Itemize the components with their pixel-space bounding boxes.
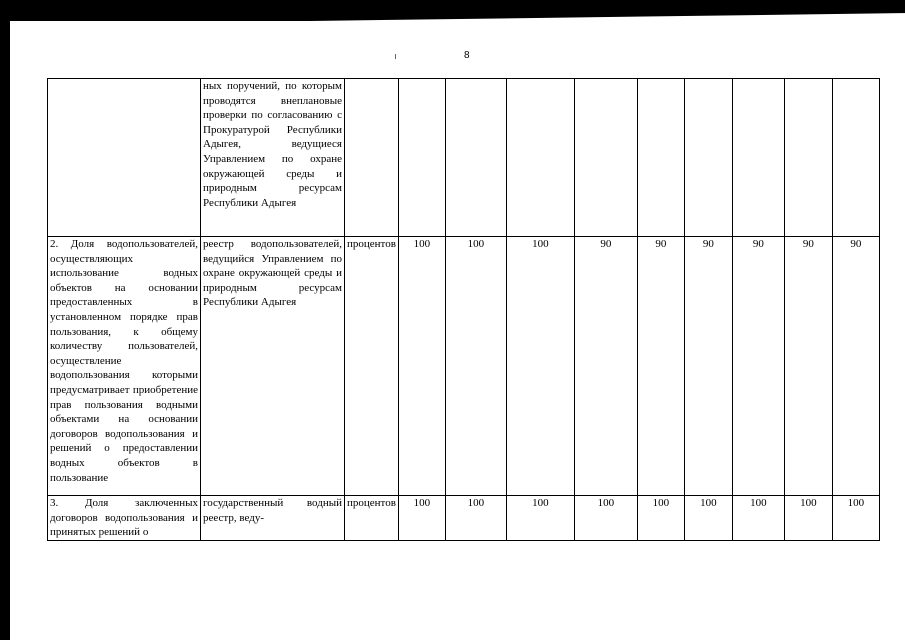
- scan-speck: [395, 54, 396, 59]
- value-cell: [398, 79, 445, 237]
- value-cell: 90: [637, 237, 684, 496]
- value-cell: 100: [784, 496, 832, 541]
- unit-cell: процентов: [345, 496, 399, 541]
- value-cell: 90: [574, 237, 637, 496]
- value-cell: 100: [832, 496, 879, 541]
- value-cell: 90: [832, 237, 879, 496]
- value-cell: 100: [684, 496, 732, 541]
- value-cell: [784, 79, 832, 237]
- value-cell: 90: [732, 237, 784, 496]
- scan-edge-shadow: [10, 13, 905, 21]
- source-cell: ных поручений, по которым проводятся внеплановые проверки по согласованию с Прокуратурой Республики Адыгея, ведущиеся Управлением по охране окружающей среды и природным ресурсам Республики Адыгея: [201, 79, 345, 237]
- value-cell: [732, 79, 784, 237]
- unit-cell: процентов: [345, 237, 399, 496]
- indicator-table: [47, 78, 880, 541]
- value-cell: [637, 79, 684, 237]
- scan-edge-left: [0, 0, 10, 640]
- value-cell: 100: [398, 237, 445, 496]
- indicator-name-cell: 2. Доля водопользователей, осуществляющих использование водных объектов на основании предоставленных в установленном порядке прав пользования, к общему количеству пользователей, осуществление водопользования которыми предусматривает приобретение прав пользования водными объектами на основании договоров водопользования и решений о предоставлении водных объектов в пользование: [48, 237, 201, 496]
- page-number: 8: [464, 50, 470, 61]
- value-cell: [574, 79, 637, 237]
- value-cell: 100: [445, 237, 506, 496]
- value-cell: [445, 79, 506, 237]
- value-cell: 100: [445, 496, 506, 541]
- value-cell: 100: [732, 496, 784, 541]
- indicator-name-cell: 3. Доля заключенных договоров водопользования и принятых решений о: [48, 496, 201, 541]
- value-cell: 90: [684, 237, 732, 496]
- table-row: [48, 237, 880, 496]
- value-cell: 100: [574, 496, 637, 541]
- value-cell: [684, 79, 732, 237]
- indicator-name-cell: [48, 79, 201, 237]
- value-cell: [506, 79, 574, 237]
- unit-cell: [345, 79, 399, 237]
- value-cell: 100: [506, 237, 574, 496]
- value-cell: [832, 79, 879, 237]
- table-row: [48, 496, 880, 541]
- table-row: [48, 79, 880, 237]
- scan-edge-top: [0, 0, 905, 13]
- value-cell: 100: [637, 496, 684, 541]
- value-cell: 100: [398, 496, 445, 541]
- value-cell: 90: [784, 237, 832, 496]
- source-cell: государственный водный реестр, веду-: [201, 496, 345, 541]
- value-cell: 100: [506, 496, 574, 541]
- source-cell: реестр водопользователей, ведущийся Управлением по охране окружающей среды и природным ресурсам Республики Адыгея: [201, 237, 345, 496]
